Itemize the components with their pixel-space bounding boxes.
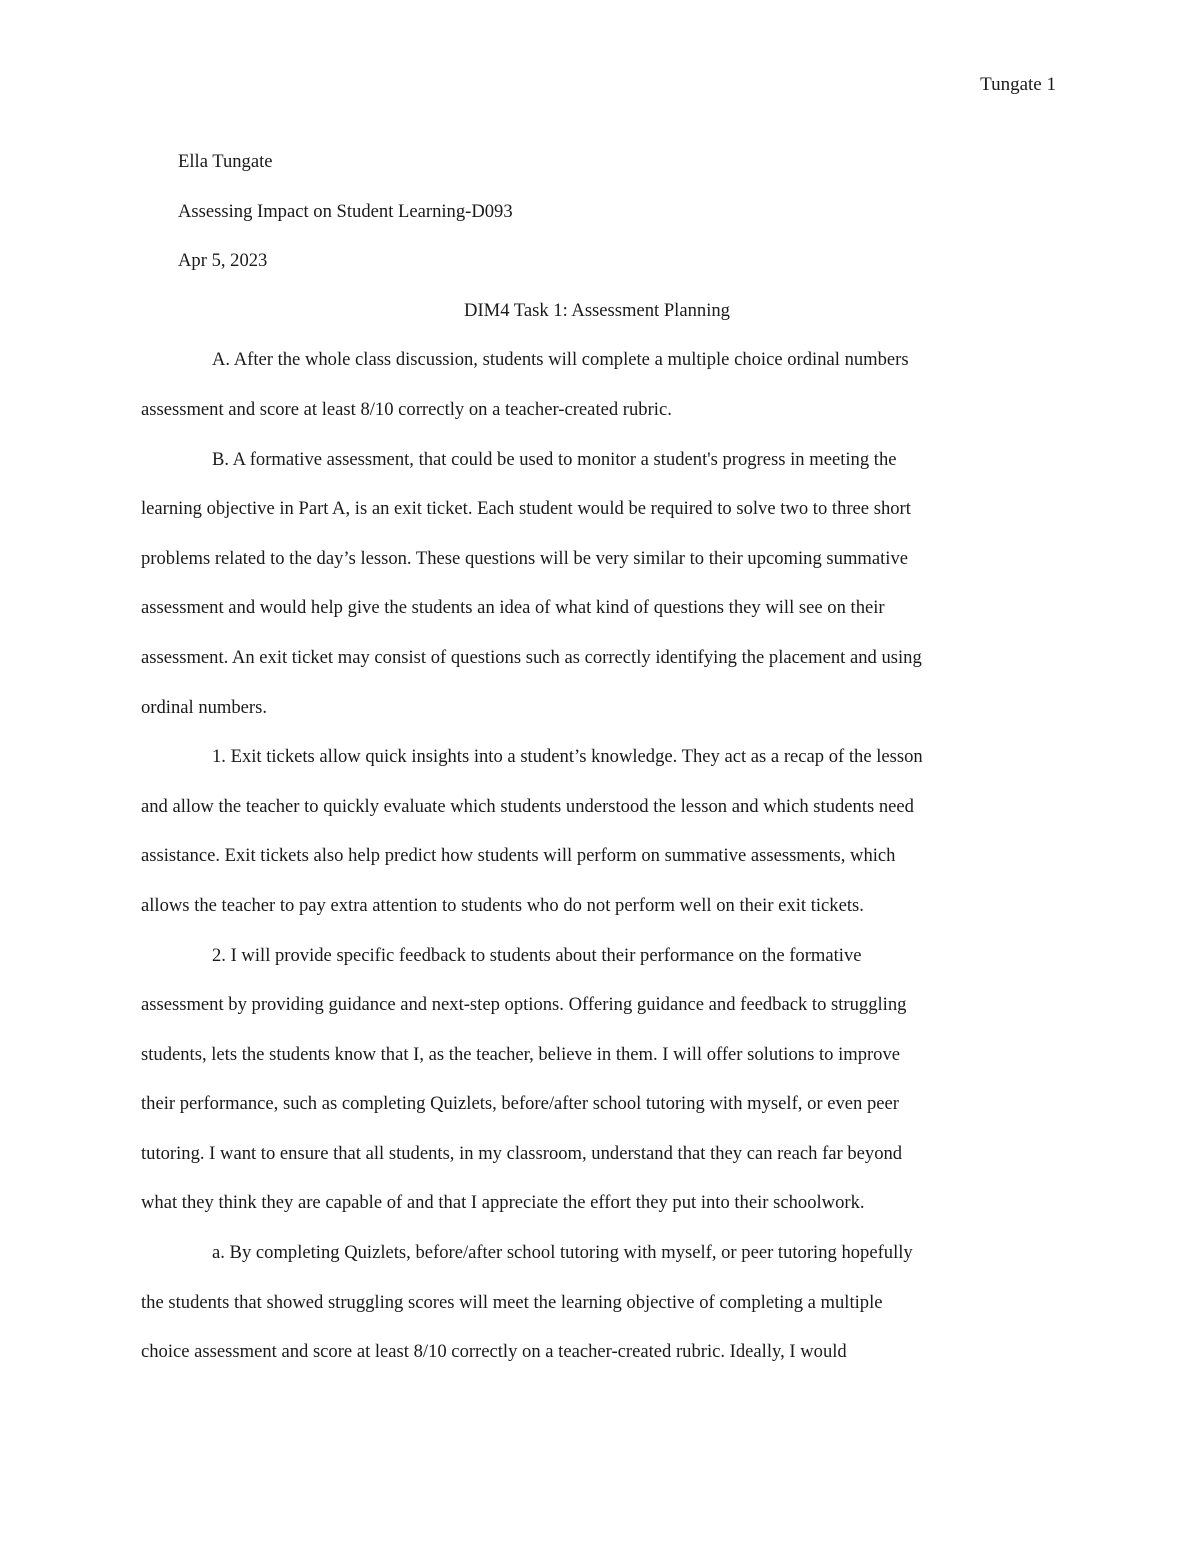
paragraph-2-line: students, lets the students know that I, as the teacher, believe in them. I will offer solutions to improve [141,1043,901,1065]
paragraph-a-sub-line: choice assessment and score at least 8/10 correctly on a teacher-created rubric. Ideally, I would [141,1341,847,1363]
paragraph-a-line: A. After the whole class discussion, students will complete a multiple choice ordinal numbers [212,349,909,371]
document-title: DIM4 Task 1: Assessment Planning [464,299,730,321]
paragraph-2-line: what they think they are capable of and that I appreciate the effort they put into their schoolwork. [141,1192,865,1214]
paragraph-1-line: and allow the teacher to quickly evaluate which students understood the lesson and which students need [141,795,914,817]
document-date: Apr 5, 2023 [178,250,268,272]
paragraph-2-line: their performance, such as completing Quizlets, before/after school tutoring with myself, or even peer [141,1093,899,1115]
paragraph-1-line: 1. Exit tickets allow quick insights into a student’s knowledge. They act as a recap of the lesson [212,746,923,768]
document-body [141,137,1053,1377]
course-name: Assessing Impact on Student Learning-D093 [178,200,513,222]
paragraph-1-line: assistance. Exit tickets also help predict how students will perform on summative assessments, which [141,845,896,867]
paragraph-2-line: 2. I will provide specific feedback to students about their performance on the formative [212,944,862,966]
paragraph-b-line: assessment and would help give the students an idea of what kind of questions they will see on their [141,597,885,619]
running-head: Tungate 1 [980,74,1056,95]
paragraph-a-sub-line: the students that showed struggling scores will meet the learning objective of completing a multiple [141,1291,883,1313]
paragraph-b-line: assessment. An exit ticket may consist of questions such as correctly identifying the placement and using [141,646,922,668]
paragraph-2-line: tutoring. I want to ensure that all students, in my classroom, understand that they can reach far beyond [141,1142,903,1164]
paragraph-a-sub-line: a. By completing Quizlets, before/after school tutoring with myself, or peer tutoring hopefully [212,1242,913,1264]
paragraph-b-line: learning objective in Part A, is an exit ticket. Each student would be required to solve two to three short [141,498,911,520]
paragraph-b-line: problems related to the day’s lesson. These questions will be very similar to their upcoming summative [141,547,909,569]
author-name: Ella Tungate [178,151,273,172]
paragraph-b-line: B. A formative assessment, that could be used to monitor a student's progress in meeting the [212,448,897,470]
paragraph-1-line: allows the teacher to pay extra attention to students who do not perform well on their exit tickets. [141,894,864,916]
paragraph-b-line: ordinal numbers. [141,696,267,718]
paragraph-a-line: assessment and score at least 8/10 correctly on a teacher-created rubric. [141,398,672,420]
paragraph-2-line: assessment by providing guidance and next-step options. Offering guidance and feedback to struggling [141,994,907,1016]
